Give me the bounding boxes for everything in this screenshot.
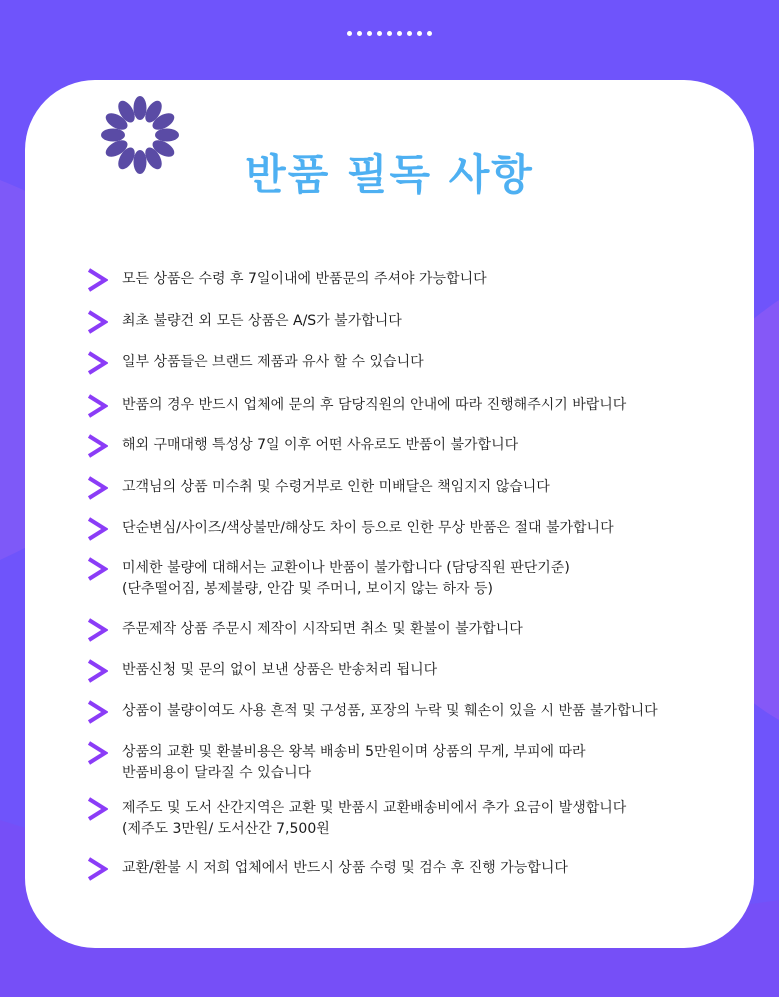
chevron-right-icon (86, 350, 108, 376)
page-dot (397, 31, 402, 36)
chevron-right-icon (86, 475, 108, 501)
notice-text (122, 798, 626, 840)
chevron-right-icon (86, 796, 108, 822)
notice-text (122, 269, 487, 290)
chevron-right-icon (86, 658, 108, 684)
notice-item (86, 701, 746, 725)
notice-line: 모든 상품은 수령 후 7일이내에 반품문의 주셔야 가능합니다 (122, 271, 487, 287)
notice-item (86, 269, 746, 293)
page-dot (407, 31, 412, 36)
flower-petal (155, 129, 179, 142)
notice-item (86, 742, 746, 784)
notice-line: 상품의 교환 및 환불비용은 왕복 배송비 5만원이며 상품의 무게, 부피에 따라 (122, 744, 586, 760)
notice-item (86, 518, 746, 542)
chevron-right-icon (86, 433, 108, 459)
page-dot (367, 31, 372, 36)
notice-item (86, 395, 746, 419)
notice-text (122, 742, 586, 784)
notice-line: 제주도 및 도서 산간지역은 교환 및 반품시 교환배송비에서 추가 요금이 발생합니다 (122, 800, 627, 816)
notice-text (122, 858, 568, 879)
notice-item (86, 558, 746, 600)
notice-line: (단추떨어짐, 봉제불량, 안감 및 주머니, 보이지 않는 하자 등) (122, 581, 493, 597)
flower-petal (101, 129, 125, 142)
notice-line: 단순변심/사이즈/색상불만/해상도 차이 등으로 인한 무상 반품은 절대 불가합니다 (122, 520, 614, 536)
page-dot (387, 31, 392, 36)
notice-item (86, 798, 746, 840)
page-dot (357, 31, 362, 36)
notice-line: 최초 불량건 외 모든 상품은 A/S가 불가합니다 (122, 313, 402, 329)
chevron-right-icon (86, 856, 108, 882)
chevron-right-icon (86, 516, 108, 542)
notice-line: 반품비용이 달라질 수 있습니다 (122, 765, 312, 781)
page-dots (0, 31, 779, 36)
notice-item (86, 435, 746, 459)
notice-text (122, 701, 658, 722)
notice-text (122, 660, 437, 681)
page-dot (377, 31, 382, 36)
notice-line: 반품신청 및 문의 없이 보낸 상품은 반송처리 됩니다 (122, 662, 438, 678)
page-dot (347, 31, 352, 36)
notice-text (122, 477, 550, 498)
chevron-right-icon (86, 699, 108, 725)
notice-line: 교환/환불 시 저희 업체에서 반드시 상품 수령 및 검수 후 진행 가능합니다 (122, 860, 568, 876)
notice-text (122, 558, 570, 600)
chevron-right-icon (86, 267, 108, 293)
notice-text (122, 619, 523, 640)
notice-item (86, 477, 746, 501)
notice-item (86, 858, 746, 882)
notice-line: 반품의 경우 반드시 업체에 문의 후 담당직원의 안내에 따라 진행해주시기 바랍니다 (122, 397, 627, 413)
notice-text (122, 352, 424, 373)
chevron-right-icon (86, 556, 108, 582)
notice-text (122, 435, 518, 456)
page-dot (427, 31, 432, 36)
chevron-right-icon (86, 309, 108, 335)
notice-text (122, 311, 402, 332)
notice-text (122, 395, 626, 416)
page-title: 반품 필독 사항 (245, 150, 534, 199)
notice-line: 상품이 불량이여도 사용 흔적 및 구성품, 포장의 누락 및 훼손이 있을 시 반품 불가합니다 (122, 703, 658, 719)
notice-line: 주문제작 상품 주문시 제작이 시작되면 취소 및 환불이 불가합니다 (122, 621, 523, 637)
notice-line: 일부 상품들은 브랜드 제품과 유사 할 수 있습니다 (122, 354, 424, 370)
chevron-right-icon (86, 617, 108, 643)
notice-line: 고객님의 상품 미수취 및 수령거부로 인한 미배달은 책임지지 않습니다 (122, 479, 550, 495)
notice-item (86, 619, 746, 643)
chevron-right-icon (86, 740, 108, 766)
notice-line: 미세한 불량에 대해서는 교환이나 반품이 불가합니다 (담당직원 판단기준) (122, 560, 570, 576)
notice-line: (제주도 3만원/ 도서산간 7,500원 (122, 821, 330, 837)
notice-item (86, 660, 746, 684)
chevron-right-icon (86, 393, 108, 419)
flower-petal (134, 96, 147, 120)
notice-item (86, 352, 746, 376)
page-dot (417, 31, 422, 36)
notice-text (122, 518, 614, 539)
notice-line: 해외 구매대행 특성상 7일 이후 어떤 사유로도 반품이 불가합니다 (122, 437, 519, 453)
notice-item (86, 311, 746, 335)
